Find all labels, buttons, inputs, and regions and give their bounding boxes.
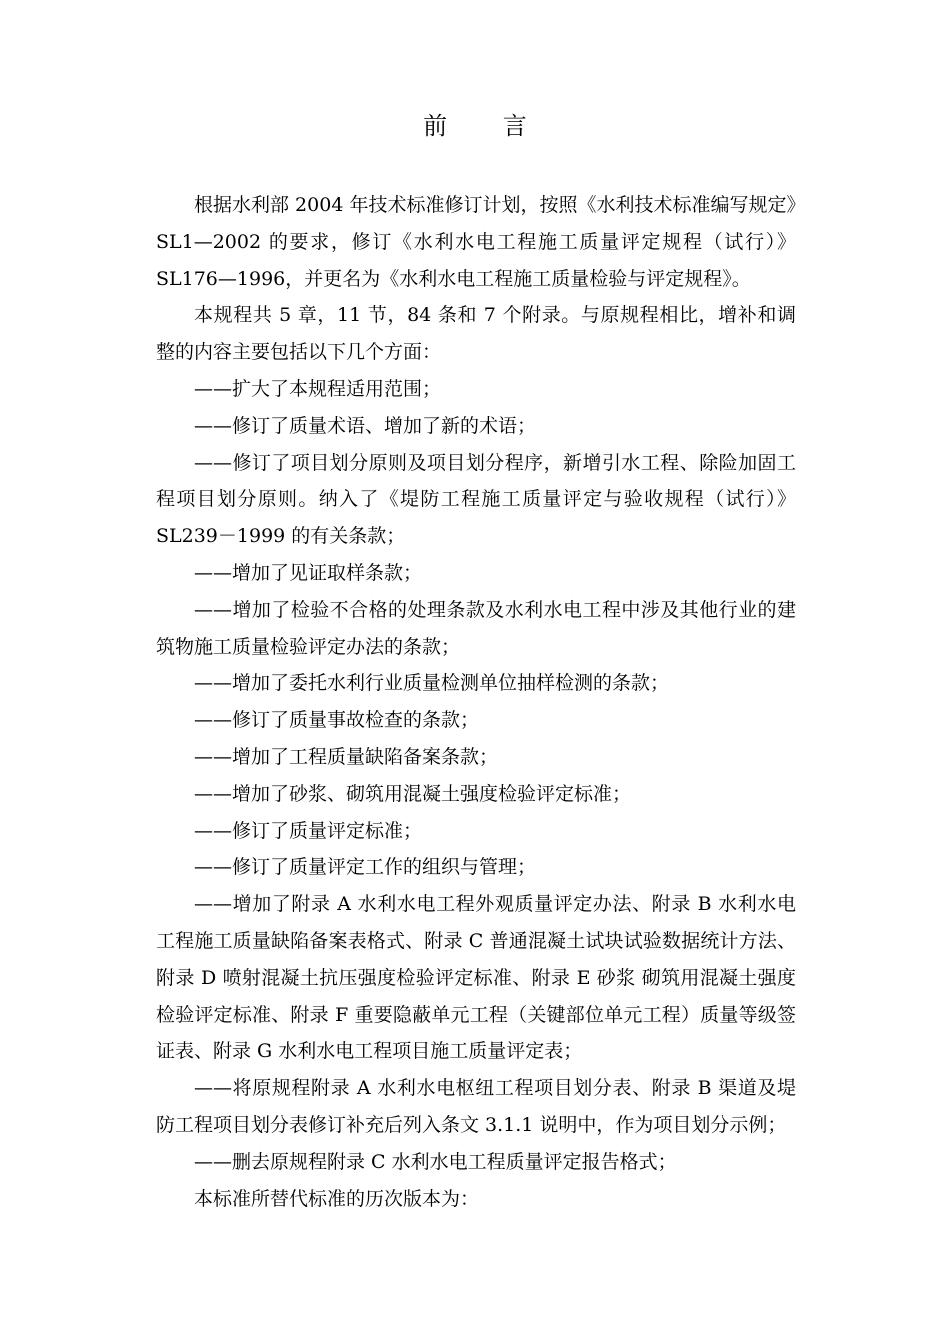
change-item-terms: ——修订了质量术语、增加了新的术语； [194, 414, 537, 437]
change-item-appendices-moved: ——将原规程附录 A 水利水电枢纽工程项目划分表、附录 B 渠道及堤防工程项目划分表修订补充后列入条文 3.1.1 说明中，作为项目划分示例； [156, 1077, 796, 1136]
change-item-project-division: ——修订了项目划分原则及项目划分程序，新增引水工程、除险加固工程项目划分原则。纳入了《堤防工程施工质量评定与验收规程（试行）》SL239－1999 的有关条款； [156, 451, 796, 548]
change-item-scope: ——扩大了本规程适用范围； [194, 377, 442, 400]
paragraph-structure-summary: 本规程共 5 章，11 节，84 条和 7 个附录。与原规程相比，增补和调整的内容主要包括以下几个方面： [156, 304, 796, 364]
change-item-organization: ——修订了质量评定工作的组织与管理； [194, 856, 537, 879]
change-item-assessment-standard: ——修订了质量评定标准； [194, 819, 423, 842]
change-item-mortar-standard: ——增加了砂浆、砌筑用混凝土强度检验评定标准； [194, 782, 632, 805]
change-item-entrusted-testing: ——增加了委托水利行业质量检测单位抽样检测的条款； [194, 672, 670, 695]
change-item-accident-inspection: ——修订了质量事故检查的条款； [194, 709, 480, 732]
paragraph-revision-basis: 根据水利部 2004 年技术标准修订计划，按照《水利技术标准编写规定》SL1—2002 的要求，修订《水利水电工程施工质量评定规程（试行）》SL176—1996，并更名为《水利水电工程施工质量检验与评定规程》。 [156, 194, 796, 290]
page-title: 前 言 [423, 112, 551, 140]
preface-body [156, 187, 796, 1217]
change-item-witness-sampling: ——增加了见证取样条款； [194, 561, 423, 584]
change-item-appendix-removed: ——删去原规程附录 C 水利水电工程质量评定报告格式； [194, 1150, 677, 1173]
change-item-defect-record: ——增加了工程质量缺陷备案条款； [194, 745, 499, 768]
change-item-nonconformance: ——增加了检验不合格的处理条款及水利水电工程中涉及其他行业的建筑物施工质量检验评定办法的条款； [156, 598, 796, 658]
paragraph-previous-editions: 本标准所替代标准的历次版本为： [194, 1187, 480, 1210]
change-item-appendices-added: ——增加了附录 A 水利水电工程外观质量评定办法、附录 B 水利水电工程施工质量缺陷备案表格式、附录 C 普通混凝土试块试验数据统计方法、附录 D 喷射混凝土抗压强度检验评定标准、附录 E 砂浆 砌筑用混凝土强度检验评定标准、附录 F 重要隐蔽单元工程（关键部位单元工程）质量等级签证表、附录 G 水利水电工程项目施工质量评定表； [156, 893, 796, 1063]
